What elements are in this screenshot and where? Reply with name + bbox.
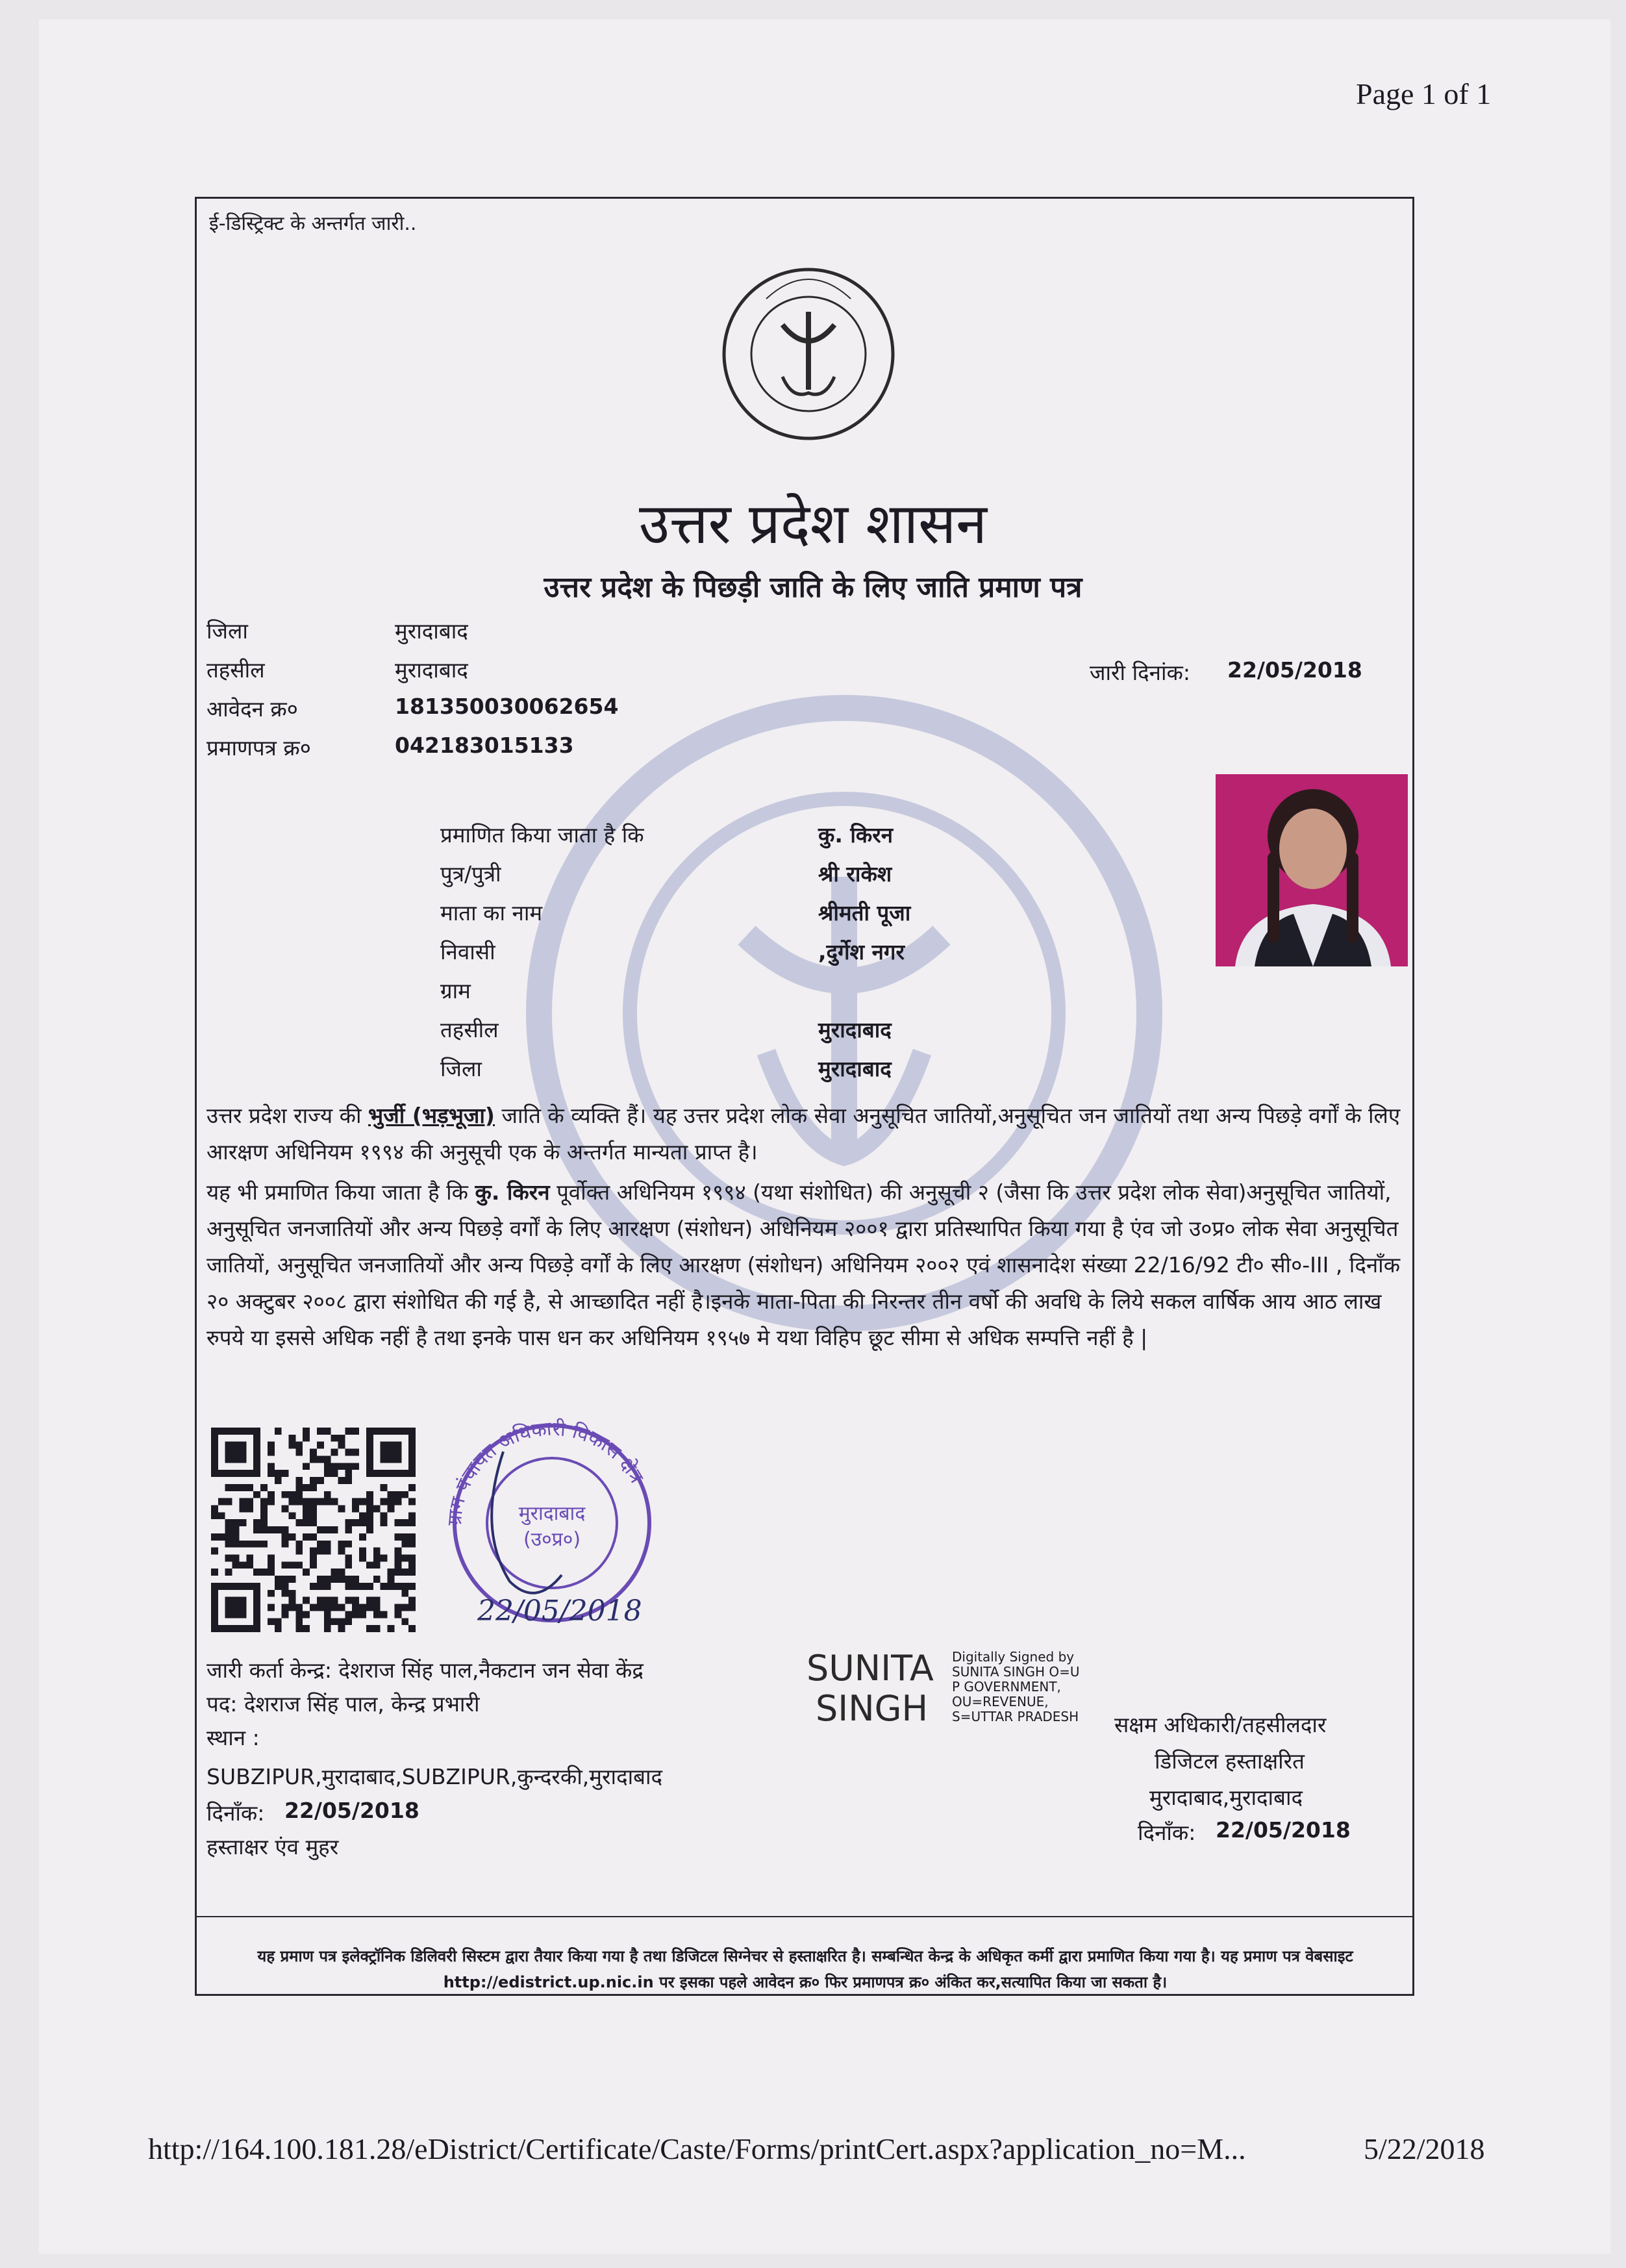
print-date: 5/22/2018: [1364, 2132, 1485, 2165]
caste-name: भुर्जी (भड़भूजा): [368, 1103, 495, 1128]
document-title: उत्तर प्रदेश शासन: [638, 492, 988, 557]
qr-code-icon: [211, 1428, 416, 1632]
issuer-date-value: 22/05/2018: [284, 1798, 419, 1823]
seal-handwritten-date: 22/05/2018: [477, 1594, 642, 1627]
resident-value: ,दुर्गेश नगर: [818, 939, 905, 964]
footer-divider: [195, 1916, 1414, 1917]
district-value: मुरादाबाद: [395, 618, 468, 644]
authority-date-label: दिनाँक:: [1138, 1820, 1196, 1845]
signature-detail-line: Digitally Signed by: [952, 1649, 1075, 1665]
father-name: श्री राकेश: [818, 861, 892, 887]
authority-date-value: 22/05/2018: [1216, 1817, 1351, 1843]
print-url: http://164.100.181.28/eDistrict/Certificate/Caste/Forms/printCert.aspx?application_no=M...: [148, 2132, 1246, 2165]
page-number: Page 1 of 1: [1356, 77, 1492, 110]
applicant-portrait-icon: [1216, 774, 1408, 966]
signature-detail-line: S=UTTAR PRADESH: [952, 1709, 1079, 1724]
seal-ring-path-text: ग्राम पंचायत अधिकारी विकास क्षेत्र: [443, 1417, 648, 1527]
issuer-date-label: दिनाँक:: [206, 1800, 265, 1826]
detail-tehsil-value: मुरादाबाद: [818, 1017, 892, 1042]
uttar-pradesh-emblem-icon: [721, 260, 896, 448]
applicant-photo: [1216, 774, 1408, 966]
tehsil-label: तहसील: [206, 657, 265, 683]
certificate-number: 042183015133: [395, 733, 574, 758]
issue-date-label: जारी दिनांक:: [1090, 660, 1190, 685]
creamy-paragraph-start: यह भी प्रमाणित किया जाता है कि: [206, 1179, 475, 1205]
issuer-center: जारी कर्ता केन्द्र: देशराज सिंह पाल,नैकटान जन सेवा केंद्र: [206, 1657, 644, 1683]
detail-district-value: मुरादाबाद: [818, 1056, 892, 1081]
caste-paragraph-start: उत्तर प्रदेश राज्य की: [206, 1103, 369, 1128]
digital-signature-name-1: SUNITA: [807, 1648, 934, 1689]
digital-signature-details: [952, 1650, 1079, 1724]
authority-line2: डिजिटल हस्ताक्षरित: [1155, 1748, 1305, 1774]
digital-signature-name-2: SINGH: [816, 1688, 929, 1729]
district-label: जिला: [206, 618, 248, 644]
creamy-layer-paragraph: [206, 1174, 1414, 1356]
seal-center-line1: मुरादाबाद: [518, 1502, 586, 1525]
mother-name: श्रीमती पूजा: [818, 900, 911, 926]
application-label: आवेदन क्र०: [206, 696, 298, 722]
caste-paragraph: [206, 1098, 1414, 1170]
village-label: ग्राम: [440, 978, 471, 1003]
footer-note: यह प्रमाण पत्र इलेक्ट्रॉनिक डिलिवरी सिस्टम द्वारा तैयार किया गया है तथा डिजिटल सिग्नेचर से हस्ताक्षरित है। सम्बन्धित केन्द्र के अधिकृत कर्मी द्वारा प्रमाणित किया गया है। यह प्रमाण पत्र वेबसाइट http://edistrict.up.nic.in पर इसका पहले आवेदन क्र० फिर प्रमाणपत्र क्र० अंकित कर,सत्यापित किया जा सकता है।: [257, 1947, 1353, 1991]
tehsil-value: मुरादाबाद: [395, 657, 468, 683]
application-number: 181350030062654: [395, 694, 619, 719]
issuer-place-value: SUBZIPUR,मुरादाबाद,SUBZIPUR,कुन्दरकी,मुरादाबाद: [206, 1764, 663, 1789]
signature-detail-line: OU=REVENUE,: [952, 1694, 1049, 1709]
issuer-place-label: स्थान :: [206, 1725, 260, 1750]
signature-detail-line: SUNITA SINGH O=U: [952, 1664, 1080, 1680]
signature-detail-line: P GOVERNMENT,: [952, 1679, 1061, 1695]
document-subtitle: उत्तर प्रदेश के पिछड़ी जाति के लिए जाति प्रमाण पत्र: [544, 571, 1082, 604]
certified-label: प्रमाणित किया जाता है कि: [440, 822, 644, 848]
caste-paragraph-end: जाति के व्यक्ति हैं। यह उत्तर प्रदेश लोक सेवा अनुसूचित जातियों,अनुसूचित जन जातियों तथा अन्य पिछड़े वर्गों के लिए आरक्षण अधिनियम १९९४ की अनुसूची एक के अन्तर्गत मान्यता प्राप्त है।: [206, 1103, 1401, 1165]
mother-label: माता का नाम: [440, 900, 543, 926]
authority-line3: मुरादाबाद,मुरादाबाद: [1149, 1785, 1303, 1810]
resident-label: निवासी: [440, 939, 495, 964]
official-seal: [432, 1413, 672, 1627]
issued-under-text: ई-डिस्ट्रिक्ट के अन्तर्गत जारी..: [209, 212, 417, 235]
seal-center-line2: (उ०प्र०): [523, 1528, 581, 1551]
detail-district-label: जिला: [440, 1056, 482, 1081]
applicant-name: कु. किरन: [818, 822, 894, 848]
child-of-label: पुत्र/पुत्री: [440, 861, 501, 887]
authority-line1: सक्षम अधिकारी/तहसीलदार: [1114, 1712, 1327, 1737]
creamy-paragraph-name: कु. किरन: [475, 1179, 550, 1205]
issue-date-value: 22/05/2018: [1227, 657, 1362, 683]
detail-tehsil-label: तहसील: [440, 1017, 499, 1042]
creamy-paragraph-end: पूर्वोक्त अधिनियम १९९४ (यथा संशोधित) की अनुसूची २ (जैसा कि उत्तर प्रदेश लोक सेवा)अनुसूचित जातियों, अनुसूचित जनजातियों और अन्य पिछड़े वर्गों के लिए आरक्षण (संशोधन) अधिनियम २००१ द्वारा प्रतिस्थापित किया गया है एंव जो उ०प्र० लोक सेवा अनुसूचित जातियों, अनुसूचित जनजातियों और अन्य पिछड़े वर्गों के लिए आरक्षण (संशोधन) अधिनियम २००२ एवं शासनादेश संख्या 22/16/92 टी० सी०-III , दिनाँक २० अक्टुबर २००८ द्वारा संशोधित की गई है, से आच्छादित नहीं है।इनके माता-पिता की निरन्तर तीन वर्षो की अवधि के लिये सकल वार्षिक आय आठ लाख रुपये या इससे अधिक नहीं है तथा इनके पास धन कर अधिनियम १९५७ मे यथा विहिप छूट सीमा से अधिक सम्पत्ति नहीं है |: [206, 1179, 1401, 1350]
certificate-label: प्रमाणपत्र क्र०: [206, 735, 311, 761]
issuer-post: पद: देशराज सिंह पाल, केन्द्र प्रभारी: [206, 1691, 480, 1717]
issuer-sign-label: हस्ताक्षर एंव मुहर: [206, 1834, 339, 1859]
